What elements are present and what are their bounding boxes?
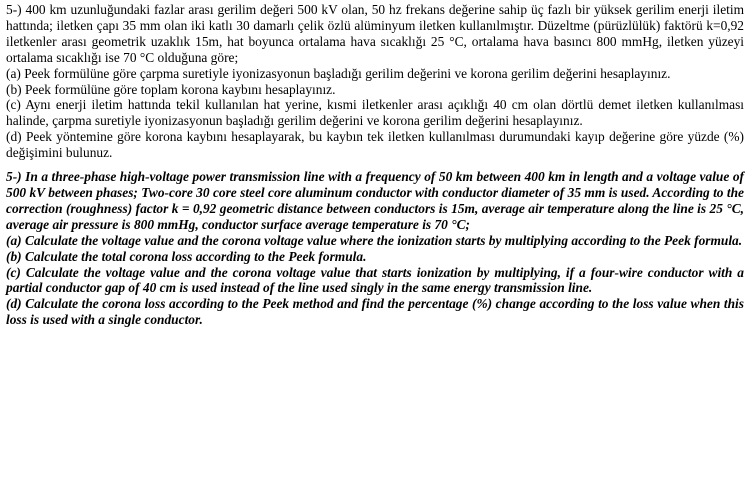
problem-document (6, 2, 744, 328)
turkish-problem (6, 2, 744, 161)
turkish-part-b: (b) Peek formülüne göre toplam korona kaybını hesaplayınız. (6, 81, 336, 97)
turkish-intro: 5-) 400 km uzunluğundaki fazlar arası gerilim değeri 500 kV olan, 50 hz frekans değerine sahip üç fazlı bir yüksek gerilim enerji iletim hattında; iletken çapı 35 mm olan iki katlı 30 damarlı çelik özlü alüminyum iletken kullanılmıştır. Düzeltme (pürüzlülük) faktörü k=0,92 iletkenler arası geometrik uzaklık 15m, hat boyunca ortalama hava sıcaklığı 25 °C, ortalama hava basıncı 800 mmHg, iletken yüzeyi ortalama sıcaklığı ise 70 °C olduğuna göre; (6, 2, 744, 65)
english-part-c: (c) Calculate the voltage value and the corona voltage value that starts ionization by multiplying, if a four-wire conductor with a partial conductor gap of 40 cm is used instead of the line used singly in the same energy transmission line. (6, 264, 744, 296)
turkish-part-c: (c) Aynı enerji iletim hattında tekil kullanılan hat yerine, kısmi iletkenler arası açıklığı 40 cm olan dörtlü demet iletken kullanılması halinde, çarpma suretiyle iyonizasyonun başladığı gerilim değerini ve korona gerilim değerini hesaplayınız. (6, 97, 744, 129)
english-part-d: (d) Calculate the corona loss according to the Peek method and find the percentage (%) change according to the loss value when this loss is used with a single conductor. (6, 296, 744, 328)
english-part-b: (b) Calculate the total corona loss according to the Peek formula. (6, 248, 367, 264)
turkish-part-a: (a) Peek formülüne göre çarpma suretiyle iyonizasyonun başladığı gerilim değerini ve korona gerilim değerini hesaplayınız. (6, 65, 671, 81)
turkish-part-d: (d) Peek yöntemine göre korona kaybını hesaplayarak, bu kaybın tek iletken kullanılması durumundaki kayıp değerine göre yüzde (%) değişimini bulunuz. (6, 129, 744, 161)
section-gap (6, 161, 744, 169)
english-part-a: (a) Calculate the voltage value and the corona voltage value where the ionization starts by multiplying according to the Peek formula. (6, 232, 743, 248)
english-intro: 5-) In a three-phase high-voltage power transmission line with a frequency of 50 km between 400 km in length and a voltage value of 500 kV between phases; Two-core 30 core steel core aluminum conductor with conductor diameter of 35 mm is used. According to the correction (roughness) factor k = 0,92 geometric distance between conductors is 15m, average air temperature along the line is 25 °C, average air pressure is 800 mmHg, conductor surface average temperature is 70 °C; (6, 169, 744, 232)
english-problem (6, 169, 744, 328)
